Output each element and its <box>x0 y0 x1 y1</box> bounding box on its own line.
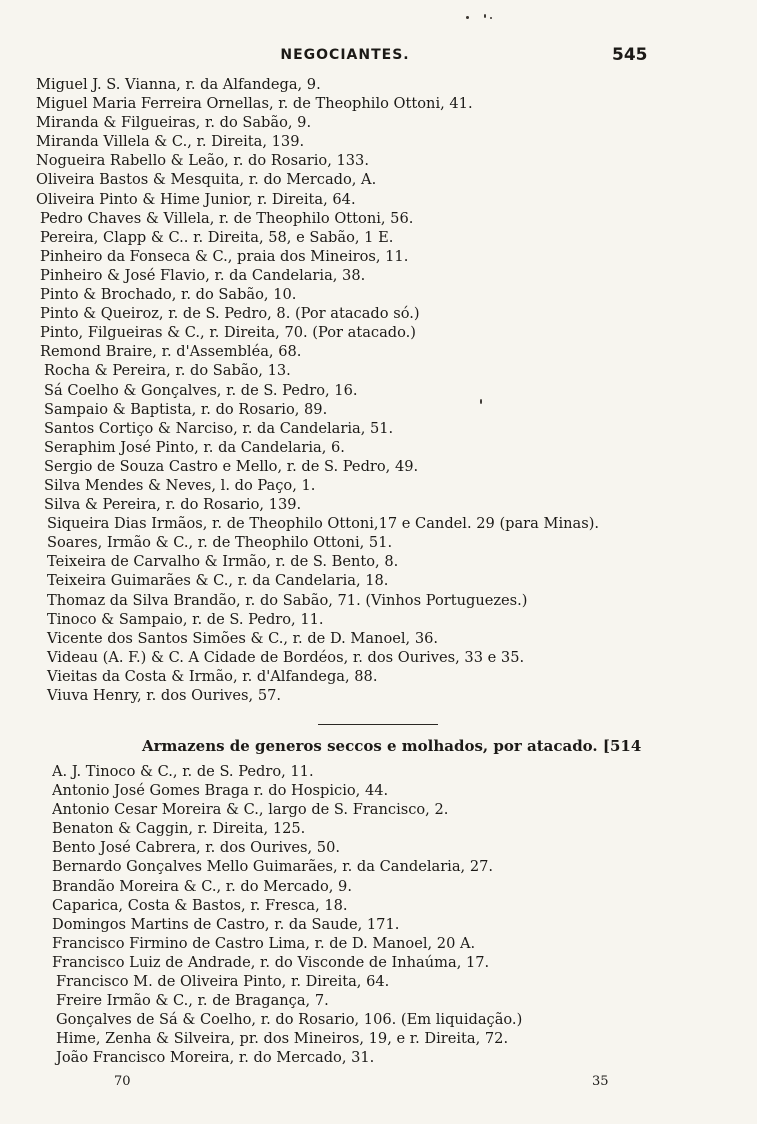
list-item: Pereira, Clapp & C.. r. Direita, 58, e Sabão, 1 E. <box>40 228 394 246</box>
list-item: Caparica, Costa & Bastos, r. Fresca, 18. <box>52 896 348 914</box>
list-item: Oliveira Bastos & Mesquita, r. do Mercado, A. <box>36 171 377 189</box>
print-speck <box>484 14 486 18</box>
print-speck <box>480 399 482 404</box>
list-item: Sergio de Souza Castro e Mello, r. de S. Pedro, 49. <box>44 457 419 475</box>
list-item: Antonio José Gomes Braga r. do Hospicio, 44. <box>52 782 389 800</box>
list-item: Benaton & Caggin, r. Direita, 125. <box>52 820 306 838</box>
list-item: Oliveira Pinto & Hime Junior, r. Direita, 64. <box>36 190 356 208</box>
list-item: Bernardo Gonçalves Mello Guimarães, r. da Candelaria, 27. <box>52 858 494 876</box>
page-title: NEGOCIANTES. <box>280 47 410 63</box>
section-divider <box>318 724 438 725</box>
print-speck <box>490 17 492 19</box>
signature-mark-right: 35 <box>592 1074 609 1089</box>
list-item: Remond Braire, r. d'Assembléa, 68. <box>40 343 302 361</box>
list-item: Seraphim José Pinto, r. da Candelaria, 6. <box>44 438 345 456</box>
list-item: Teixeira Guimarães & C., r. da Candelaria, 18. <box>47 572 389 590</box>
list-item: Santos Cortiço & Narciso, r. da Candelaria, 51. <box>44 419 394 437</box>
list-item: Pinheiro & José Flavio, r. da Candelaria, 38. <box>40 266 366 284</box>
page-number: 545 <box>612 45 648 65</box>
list-item: Gonçalves de Sá & Coelho, r. do Rosario, 106. (Em liquidação.) <box>56 1011 523 1029</box>
list-item: Siqueira Dias Irmãos, r. de Theophilo Ottoni,17 e Candel. 29 (para Minas). <box>47 515 600 533</box>
running-head <box>0 47 757 71</box>
list-item: Sampaio & Baptista, r. do Rosario, 89. <box>44 400 328 418</box>
list-item: Miguel Maria Ferreira Ornellas, r. de Theophilo Ottoni, 41. <box>36 95 473 113</box>
list-item: Videau (A. F.) & C. A Cidade de Bordéos, r. dos Ourives, 33 e 35. <box>47 648 525 666</box>
list-item: Teixeira de Carvalho & Irmão, r. de S. Bento, 8. <box>47 553 399 571</box>
list-item: Hime, Zenha & Silveira, pr. dos Mineiros, 19, e r. Direita, 72. <box>56 1030 509 1048</box>
list-item: Domingos Martins de Castro, r. da Saude, 171. <box>52 915 400 933</box>
signature-mark: 70 <box>114 1074 131 1089</box>
list-item: Sá Coelho & Gonçalves, r. de S. Pedro, 16. <box>44 381 358 399</box>
list-item: Thomaz da Silva Brandão, r. do Sabão, 71. (Vinhos Portuguezes.) <box>47 591 528 609</box>
list-item: Pinheiro da Fonseca & C., praia dos Mineiros, 11. <box>40 247 409 265</box>
merchant-list <box>36 75 736 705</box>
list-item: Bento José Cabrera, r. dos Ourives, 50. <box>52 839 340 857</box>
list-item: Vieitas da Costa & Irmão, r. d'Alfandega, 88. <box>47 667 378 685</box>
list-item: Pedro Chaves & Villela, r. de Theophilo Ottoni, 56. <box>40 209 414 227</box>
list-item: Francisco Luiz de Andrade, r. do Visconde de Inhaúma, 17. <box>52 953 490 971</box>
list-item: Pinto & Brochado, r. do Sabão, 10. <box>40 286 297 304</box>
list-item: Rocha & Pereira, r. do Sabão, 13. <box>44 362 291 380</box>
list-item: Silva & Pereira, r. do Rosario, 139. <box>44 496 302 514</box>
list-item: Francisco M. de Oliveira Pinto, r. Direita, 64. <box>56 973 390 991</box>
list-item: Nogueira Rabello & Leão, r. do Rosario, 133. <box>36 152 369 170</box>
list-item: Antonio Cesar Moreira & C., largo de S. Francisco, 2. <box>52 801 449 819</box>
list-item: Pinto, Filgueiras & C., r. Direita, 70. (Por atacado.) <box>40 324 416 342</box>
list-item: Soares, Irmão & C., r. de Theophilo Ottoni, 51. <box>47 534 393 552</box>
section-heading: Armazens de generos seccos e molhados, por atacado. [514 <box>142 737 642 755</box>
list-item: João Francisco Moreira, r. do Mercado, 31. <box>56 1049 375 1067</box>
list-item: Tinoco & Sampaio, r. de S. Pedro, 11. <box>47 610 324 628</box>
print-speck <box>466 16 469 19</box>
list-item: Francisco Firmino de Castro Lima, r. de D. Manoel, 20 A. <box>52 934 476 952</box>
list-item: Miranda Villela & C., r. Direita, 139. <box>36 133 305 151</box>
list-item: Freire Irmão & C., r. de Bragança, 7. <box>56 992 329 1010</box>
list-item: Miguel J. S. Vianna, r. da Alfandega, 9. <box>36 76 321 93</box>
list-item: Brandão Moreira & C., r. do Mercado, 9. <box>52 877 352 895</box>
list-item: Silva Mendes & Neves, l. do Paço, 1. <box>44 476 316 494</box>
wholesale-list <box>52 762 742 1068</box>
list-item: Viuva Henry, r. dos Ourives, 57. <box>47 687 282 704</box>
list-item: Miranda & Filgueiras, r. do Sabão, 9. <box>36 114 312 132</box>
list-item: Vicente dos Santos Simões & C., r. de D. Manoel, 36. <box>47 629 439 647</box>
list-item: A. J. Tinoco & C., r. de S. Pedro, 11. <box>52 763 314 780</box>
list-item: Pinto & Queiroz, r. de S. Pedro, 8. (Por atacado só.) <box>40 305 420 323</box>
